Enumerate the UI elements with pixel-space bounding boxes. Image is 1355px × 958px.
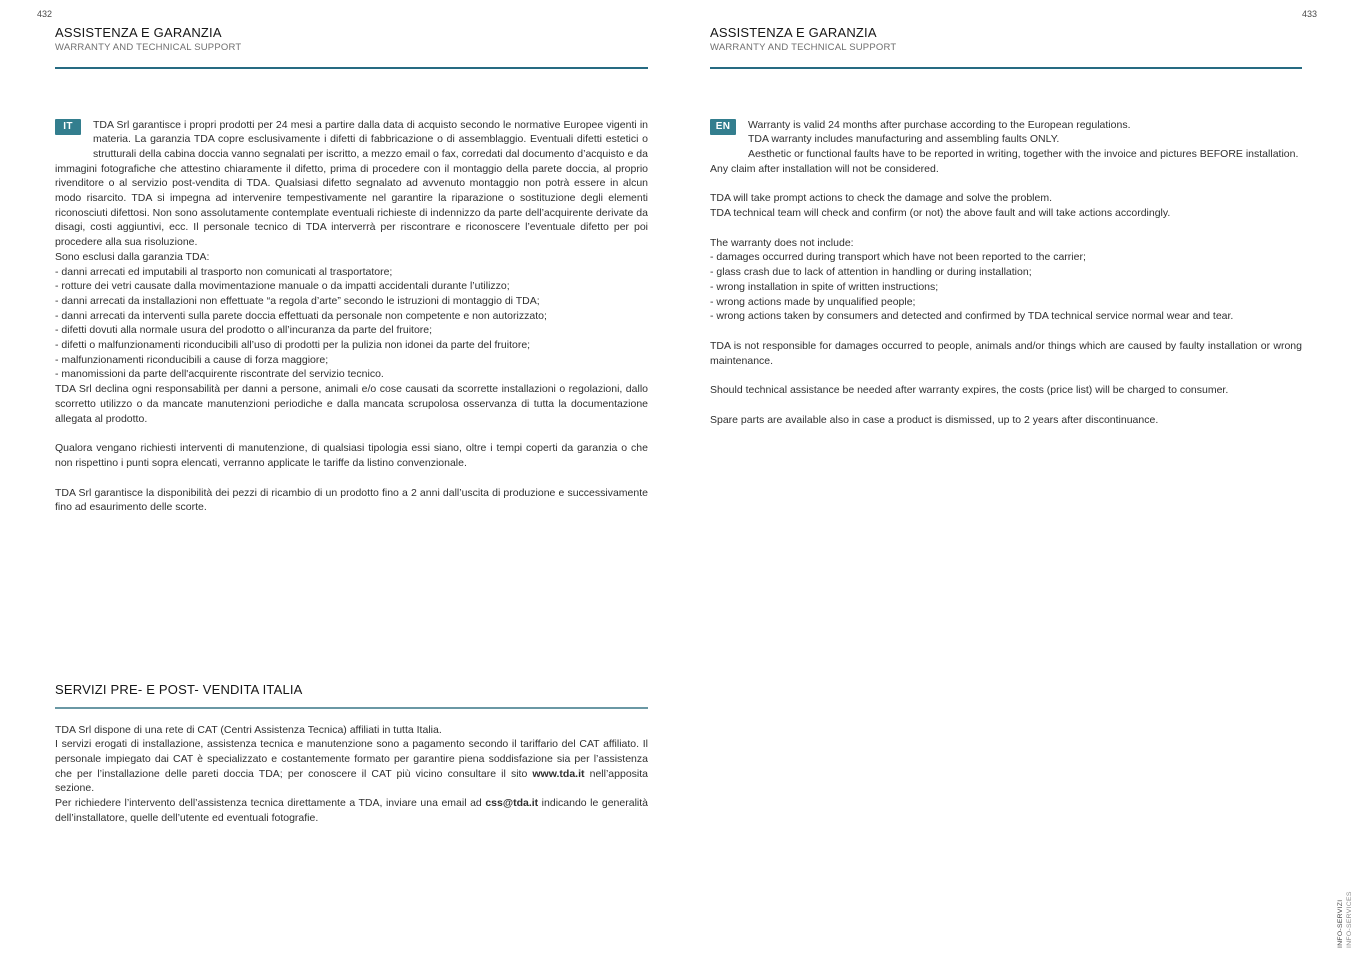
spare-parts-paragraph: Spare parts are available also in case a product is dismissed, up to 2 years after discontinuance. (710, 414, 1159, 427)
exclusions-block (710, 236, 1302, 324)
page-title: ASSISTENZA E GARANZIA (710, 25, 877, 40)
list-item: - difetti o malfunzionamenti riconducibili all’uso di prodotti per la pulizia non idonei da parte del fruitore; (55, 339, 531, 352)
services-p2-text-b: nell’apposita sezione. (55, 767, 648, 795)
intro-line: Warranty is valid 24 months after purchase according to the European regulations. (748, 118, 1131, 131)
list-item: - wrong actions taken by consumers and detected and confirmed by TDA technical service normal wear and tear. (710, 310, 1234, 323)
english-language-badge: EN (710, 119, 736, 135)
actions-line: TDA technical team will check and confirm (or not) the above fault and will take actions accordingly. (710, 207, 1171, 220)
warranty-intro-paragraph (55, 118, 648, 250)
intro-line: Any claim after installation will not be considered. (710, 162, 939, 175)
list-item: - difetti dovuti alla normale usura del prodotto o all’incuranza da parte del fruitore; (55, 324, 433, 337)
page-subtitle: WARRANTY AND TECHNICAL SUPPORT (710, 42, 897, 53)
actions-line: TDA will take prompt actions to check the damage and solve the problem. (710, 192, 1053, 205)
lang-badge-container (55, 118, 93, 148)
warranty-intro-text: TDA Srl garantisce i propri prodotti per 24 mesi a partire dalla data di acquisto secondo le normative Europee vigenti in materia. La garanzia TDA copre esclusivamente i difetti di fabbricazione o di assemblaggio. Eventuali difetti estetici o strutturali della cabina doccia vanno segnalati per iscritto, a mezzo email o fax, corredati dal documento d’acquisto e da immagini fotografiche che attestino chiaramente il difetto, prima di procedere con il montaggio della parete doccia, al proprio rivenditore o al servizio post-vendita di TDA. Qualsiasi difetto segnalato ad avvenuto montaggio non potrà essere in alcun modo risarcito. TDA si impegna ad intervenire tempestivamente nel garantire la riparazione o sostituzione degli elementi riconosciuti difettosi. Non sono assolutamente contemplate eventuali richieste di indennizzo da parte dell’acquirente derivate da disagi, costi aggiuntivi, ecc. Il personale tecnico di TDA interverrà per riscontrare e riconoscere l’eventuale difetto per poi procedere alla sua risoluzione. (55, 118, 648, 249)
italian-language-badge: IT (55, 119, 81, 135)
list-item: - damages occurred during transport which have not been reported to the carrier; (710, 251, 1086, 264)
page-number-right: 433 (1301, 9, 1317, 19)
left-page-header (55, 25, 648, 69)
services-paragraph-3 (55, 796, 648, 825)
list-item: - glass crash due to lack of attention in handling or during installation; (710, 266, 1032, 279)
services-section (55, 682, 648, 825)
list-item: - manomissioni da parte dell'acquirente riscontrate del servizio tecnico. (55, 368, 384, 381)
liability-paragraph: TDA Srl declina ogni responsabilità per danni a persone, animali e/o cose causati da scorrette installazioni o regolazioni, dallo scorretto utilizzo o da mancate manutenzioni periodiche e dalla mancata scrupolosa osservanza di tutta la documentazione allegata al prodotto. (55, 383, 648, 425)
services-section-title: SERVIZI PRE- E POST- VENDITA ITALIA (55, 682, 303, 697)
right-page (710, 25, 1302, 950)
list-item: - wrong actions made by unqualified people; (710, 295, 916, 308)
intro-line: Aesthetic or functional faults have to be reported in writing, together with the invoice and pictures BEFORE installation. (748, 147, 1299, 160)
list-item: - wrong installation in spite of written instructions; (710, 280, 939, 293)
right-page-header (710, 25, 1302, 69)
services-line-1: TDA Srl dispone di una rete di CAT (Centri Assistenza Tecnica) affiliati in tutta Italia. (55, 723, 442, 736)
list-item: - rotture dei vetri causate dalla movimentazione manuale o da impatti accidentali durante l’utilizzo; (55, 280, 510, 293)
section-tab-vertical (1337, 891, 1354, 948)
section-tab-line-italian: INFO-SERVIZI (1337, 899, 1344, 948)
warranty-intro-block (710, 118, 1302, 177)
services-p2-text-a: I servizi erogati di installazione, assistenza tecnica e manutenzione sono a pagamento secondo il tariffario del CAT affiliato. Il personale impiegato dai CAT è specializzato e costantemente formato per garantire piena soddisfazione sia per l’assistenza che per l’installazione delle pareti doccia TDA; per conoscere il CAT più vicino consultare il sito (55, 738, 648, 780)
intro-line: TDA warranty includes manufacturing and assembling faults ONLY. (748, 133, 1060, 146)
exclusions-intro: Sono esclusi dalla garanzia TDA: (55, 250, 210, 263)
list-item: - malfunzionamenti riconducibili a cause di forza maggiore; (55, 353, 329, 366)
services-p3-text-a: Per richiedere l’intervento dell’assistenza tecnica direttamente a TDA, inviare una email ad (55, 797, 486, 810)
list-item: - danni arrecati da installazioni non effettuate “a regola d’arte” secondo le istruzioni di montaggio di TDA; (55, 294, 540, 307)
liability-paragraph: TDA is not responsible for damages occurred to people, animals and/or things which are caused by faulty installation or wrong maintenance. (710, 339, 1302, 367)
services-p3-text-b: indicando le generalità dell’installatore, quelle dell’utente ed eventuali fotografie. (55, 797, 648, 824)
actions-block (710, 191, 1302, 220)
after-warranty-paragraph: Should technical assistance be needed after warranty expires, the costs (price list) will be charged to consumer. (710, 384, 1229, 397)
lang-badge-container (710, 118, 748, 148)
website-link-text[interactable]: www.tda.it (532, 767, 585, 780)
services-section-body (55, 723, 648, 826)
exclusions-list (55, 265, 648, 383)
spare-parts-paragraph: TDA Srl garantisce la disponibilità dei pezzi di ricambio di un prodotto fino a 2 anni dall’uscita di produzione e successivamente fino ad esaurimento delle scorte. (55, 486, 648, 514)
maintenance-paragraph: Qualora vengano richiesti interventi di manutenzione, di qualsiasi tipologia essi siano, oltre i tempi coperti da garanzia o che non rispettino i punti sopra elencati, verranno applicate le tariffe da listino convenzionale. (55, 442, 648, 469)
section-tab-line-english: INFO-SERVICES (1345, 891, 1353, 948)
exclusions-intro: The warranty does not include: (710, 236, 854, 249)
services-paragraph-2 (55, 737, 648, 796)
warranty-text-italian (55, 118, 648, 516)
services-section-rule (55, 707, 648, 709)
page-title: ASSISTENZA E GARANZIA (55, 25, 222, 40)
page-number-left: 432 (37, 9, 53, 19)
page-subtitle: WARRANTY AND TECHNICAL SUPPORT (55, 42, 242, 53)
header-rule (55, 67, 648, 69)
list-item: - danni arrecati da interventi sulla parete doccia effettuati da personale non competente e non autorizzato; (55, 309, 547, 322)
email-link-text[interactable]: css@tda.it (485, 797, 539, 810)
header-rule (710, 67, 1302, 69)
left-page (55, 25, 648, 950)
warranty-text-english (710, 118, 1302, 428)
list-item: - danni arrecati ed imputabili al trasporto non comunicati al trasportatore; (55, 265, 393, 278)
